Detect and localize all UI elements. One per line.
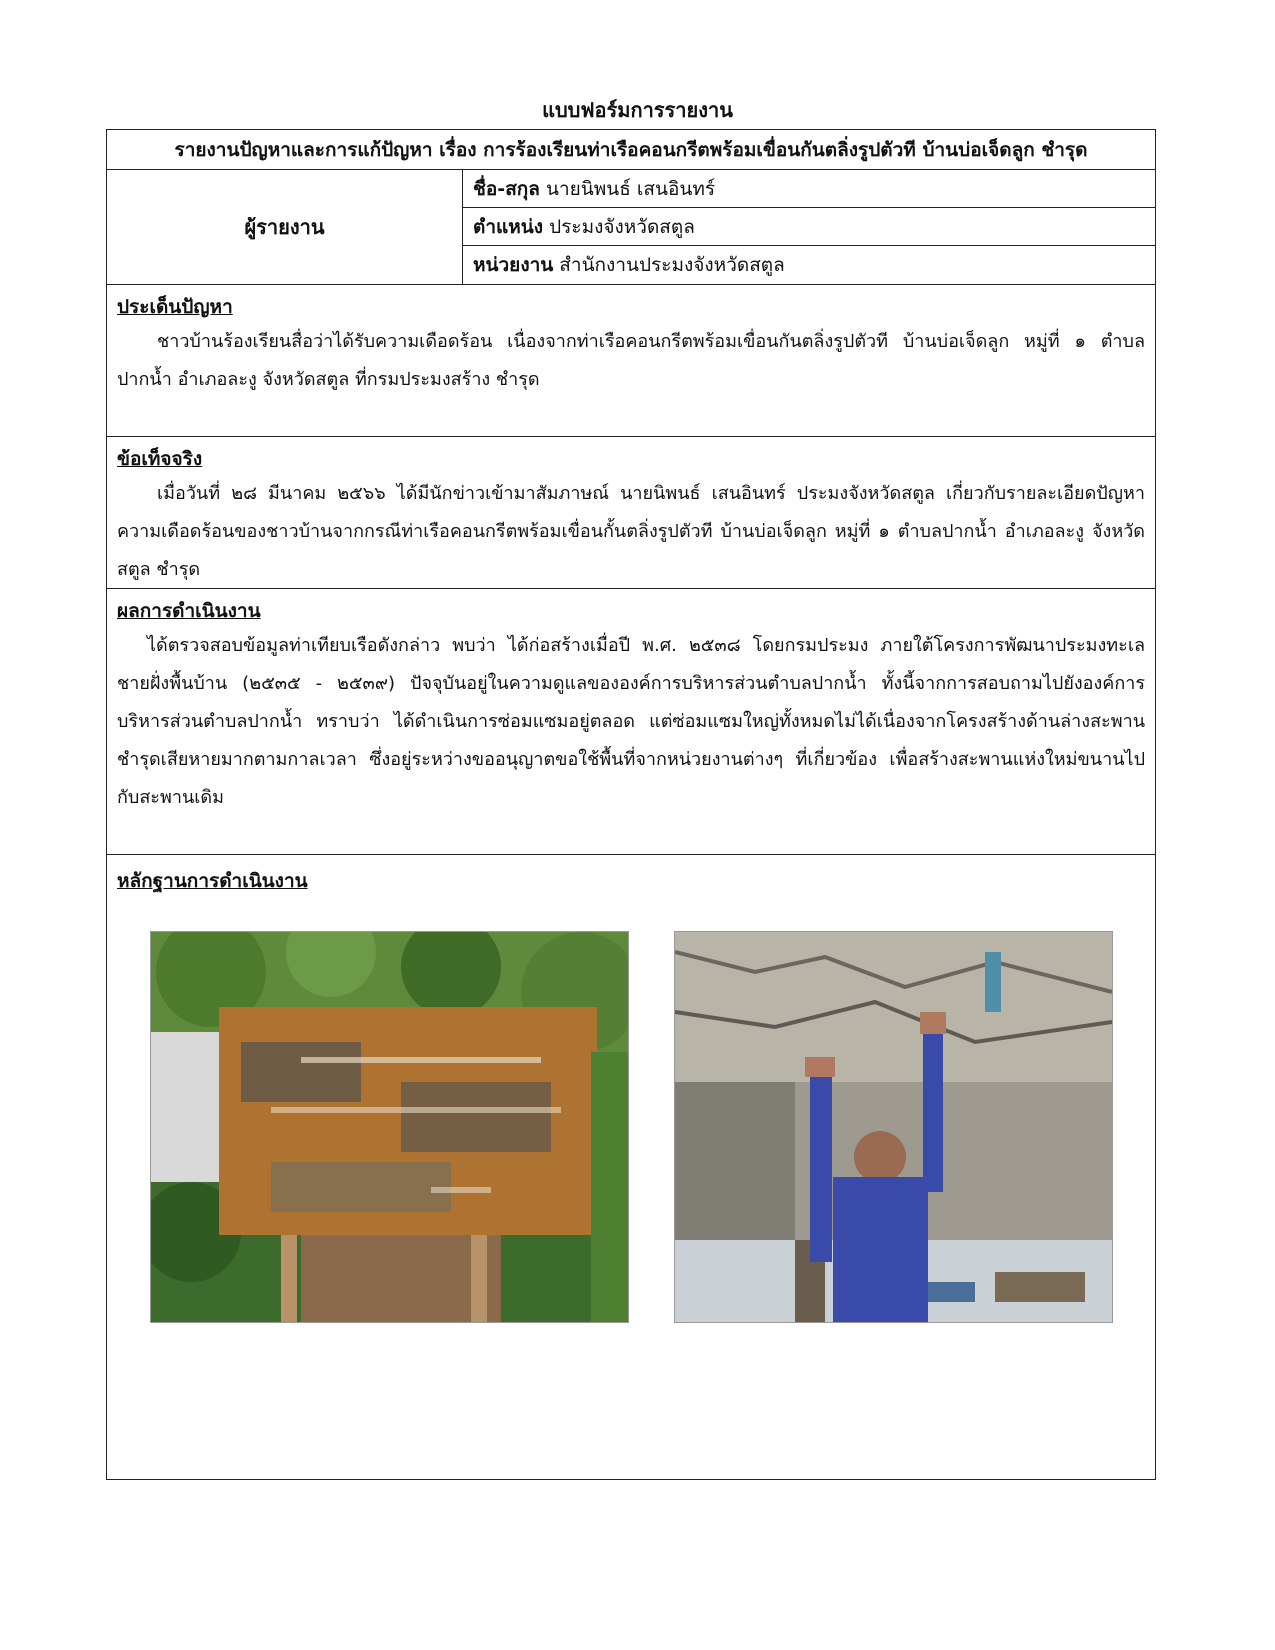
reporter-name-row bbox=[463, 170, 1155, 208]
agency-label: หน่วยงาน bbox=[473, 254, 554, 276]
issue-body bbox=[117, 323, 1145, 399]
results-section bbox=[107, 589, 1155, 855]
results-title: ผลการดำเนินงาน bbox=[117, 600, 261, 622]
issue-text: ชาวบ้านร้องเรียนสื่อว่าได้รับความเดือดร้อน เนื่องจากท่าเรือคอนกรีตพร้อมเขื่อนกันตลิ่งรูปตัวที บ้านบ่อเจ็ดลูก หมู่ที่ ๑ ตำบลปากน้ำ อำเภอละงู จังหวัดสตูล ที่กรมประมงสร้าง ชำรุด bbox=[117, 331, 1145, 390]
results-text: ได้ตรวจสอบข้อมูลท่าเทียบเรือดังกล่าว พบว่า ได้ก่อสร้างเมื่อปี พ.ศ. ๒๕๓๘ โดยกรมประมง ภายใต้โครงการพัฒนาประมงทะเลชายฝั่งพื้นบ้าน (๒๕๓๕ - ๒๕๓๙) ปัจจุบันอยู่ในความดูแลขององค์การบริหารส่วนตำบลปากน้ำ ทั้งนี้จากการสอบถามไปยังองค์การบริหารส่วนตำบลปากน้ำ ทราบว่า ได้ดำเนินการซ่อมแซมอยู่ตลอด แต่ซ่อมแซมใหญ่ทั้งหมดไม่ได้เนื่องจากโครงสร้างด้านล่างสะพานชำรุดเสียหายมากตามกาลเวลา ซึ่งอยู่ระหว่างขออนุญาตขอใช้พื้นที่จากหน่วยงานต่างๆ ที่เกี่ยวข้อง เพื่อสร้างสะพานแห่งใหม่ขนานไปกับสะพานเดิม bbox=[117, 635, 1145, 808]
sign-photo-image bbox=[151, 932, 628, 1322]
report-form bbox=[106, 129, 1156, 1480]
facts-section bbox=[107, 437, 1155, 589]
results-body bbox=[117, 627, 1145, 817]
facts-text: เมื่อวันที่ ๒๘ มีนาคม ๒๕๖๖ ได้มีนักข่าวเข้ามาสัมภาษณ์ นายนิพนธ์ เสนอินทร์ ประมงจังหวัดสตูล เกี่ยวกับรายละเอียดปัญหาความเดือดร้อนของชาวบ้านจากกรณีท่าเรือคอนกรีตพร้อมเขื่อนกั้นตลิ่งรูปตัวที บ้านบ่อเจ็ดลูก หมู่ที่ ๑ ตำบลปากน้ำ อำเภอละงู จังหวัดสตูล ชำรุด bbox=[117, 483, 1145, 580]
evidence-section bbox=[107, 855, 1155, 1481]
name-value: นายนิพนธ์ เสนอินทร์ bbox=[545, 178, 716, 200]
position-value: ประมงจังหวัดสตูล bbox=[549, 216, 695, 238]
issue-title: ประเด็นปัญหา bbox=[117, 296, 233, 318]
agency-value: สำนักงานประมงจังหวัดสตูล bbox=[559, 254, 785, 276]
evidence-title: หลักฐานการดำเนินงาน bbox=[117, 870, 308, 892]
issue-section bbox=[107, 285, 1155, 437]
evidence-photo-sign bbox=[150, 931, 629, 1323]
report-heading: รายงานปัญหาและการแก้ปัญหา เรื่อง การร้องเรียนท่าเรือคอนกรีตพร้อมเขื่อนกันตลิ่งรูปตัวที บ้านบ่อเจ็ดลูก ชำรุด bbox=[107, 130, 1155, 170]
form-title: แบบฟอร์มการรายงาน bbox=[542, 98, 733, 122]
position-label: ตำแหน่ง bbox=[473, 216, 544, 238]
reporter-label: ผู้รายงาน bbox=[107, 170, 463, 284]
reporter-agency-row bbox=[463, 246, 1155, 285]
reporter-position-row bbox=[463, 208, 1155, 246]
name-label: ชื่อ-สกุล bbox=[473, 178, 540, 200]
facts-body bbox=[117, 475, 1145, 589]
bridge-photo-image bbox=[675, 932, 1112, 1322]
facts-title: ข้อเท็จจริง bbox=[117, 448, 203, 470]
evidence-photo-bridge-underside bbox=[674, 931, 1113, 1323]
reporter-section bbox=[107, 170, 1155, 285]
